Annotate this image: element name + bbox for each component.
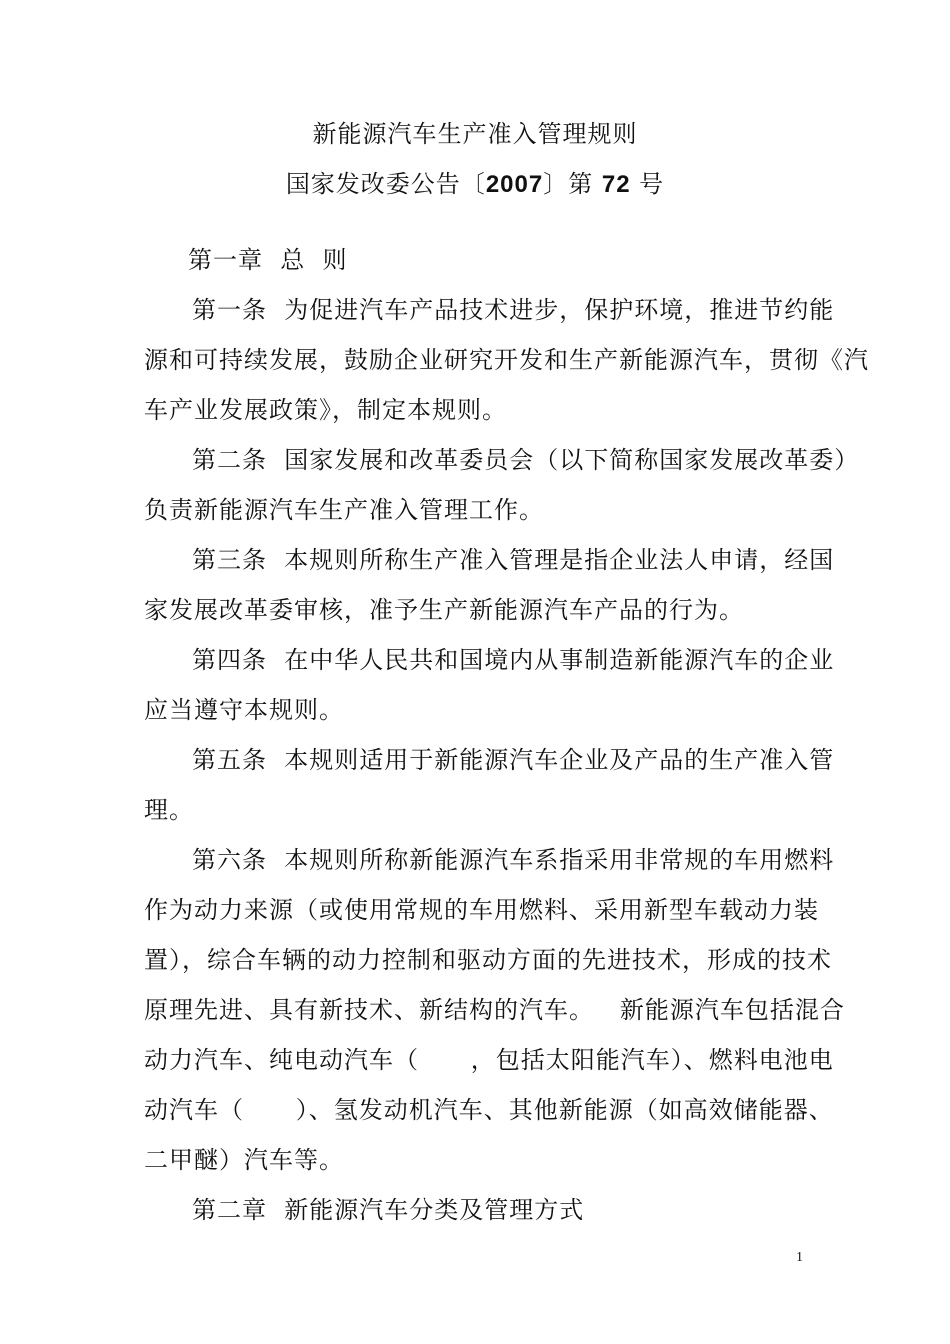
article-6-line-7: 二甲醚）汽车等。	[144, 1146, 344, 1174]
article-3-line-2: 家发展改革委审核，准予生产新能源汽车产品的行为。	[144, 596, 744, 624]
chapter-heading-2: 第二章 新能源汽车分类及管理方式	[192, 1196, 585, 1224]
subtitle-part2: 〕第	[543, 170, 602, 198]
document-title: 新能源汽车生产准入管理规则	[312, 120, 638, 148]
subtitle-part1: 国家发改委公告〔	[285, 170, 486, 198]
article-5-line-2: 理。	[144, 796, 194, 824]
article-3-line-1: 第三条 本规则所称生产准入管理是指企业法人申请，经国	[192, 546, 835, 574]
article-4-line-2: 应当遵守本规则。	[144, 696, 344, 724]
article-6-line-1: 第六条 本规则所称新能源汽车系指采用非常规的车用燃料	[192, 846, 835, 874]
article-2-line-2: 负责新能源汽车生产准入管理工作。	[144, 496, 544, 524]
article-6-line-4: 原理先进、具有新技术、新结构的汽车。 新能源汽车包括混合	[144, 996, 845, 1024]
article-6-line-6: 动汽车（ ）、氢发动机汽车、其他新能源（如高效储能器、	[144, 1096, 834, 1124]
page-number: 1	[796, 1250, 803, 1265]
document-subtitle	[0, 168, 950, 201]
article-4-line-1: 第四条 在中华人民共和国境内从事制造新能源汽车的企业	[192, 646, 835, 674]
subtitle-year: 2007	[485, 171, 544, 198]
article-6-line-2: 作为动力来源（或使用常规的车用燃料、采用新型车载动力装	[144, 896, 819, 924]
article-5-line-1: 第五条 本规则适用于新能源汽车企业及产品的生产准入管	[192, 746, 835, 774]
subtitle-part3: 号	[630, 170, 665, 198]
article-1-line-3: 车产业发展政策》，制定本规则。	[144, 396, 507, 424]
article-1-line-1: 第一条 为促进汽车产品技术进步，保护环境，推进节约能	[192, 296, 835, 324]
article-6-line-5: 动力汽车、纯电动汽车（ ，包括太阳能汽车）、燃料电池电	[144, 1046, 834, 1074]
article-6-line-3: 置），综合车辆的动力控制和驱动方面的先进技术，形成的技术	[144, 946, 832, 974]
chapter-heading-1: 第一章 总 则	[188, 246, 348, 274]
article-1-line-2: 源和可持续发展，鼓励企业研究开发和生产新能源汽车，贯彻《汽	[144, 346, 869, 374]
article-2-line-1: 第二条 国家发展和改革委员会（以下简称国家发展改革委）	[192, 446, 860, 474]
subtitle-number: 72	[601, 171, 631, 198]
